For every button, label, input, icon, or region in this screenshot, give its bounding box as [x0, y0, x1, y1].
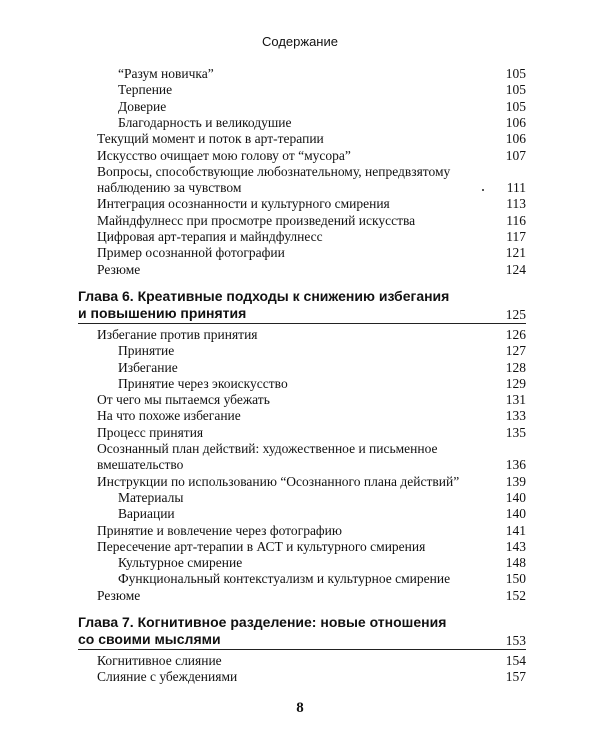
toc-entry: Когнитивное слияние [97, 653, 222, 668]
toc-page-number: 106 [505, 114, 526, 130]
toc-page-number: 128 [505, 359, 526, 375]
toc-entry: Вопросы, способствующие любознательному, непредвзятому [97, 163, 451, 179]
toc-entry: Принятие и вовлечение через фотографию [97, 522, 342, 538]
toc-page-number: 136 [505, 457, 526, 473]
toc-entry: Резюме [97, 261, 141, 277]
toc-entry: Избегание [118, 359, 178, 375]
toc-page-number: 139 [505, 473, 526, 489]
toc-page-number: 107 [505, 147, 526, 163]
toc-page-number: 140 [505, 506, 526, 522]
toc-page-number: 157 [505, 669, 526, 685]
toc-page-number: 117 [506, 229, 526, 244]
toc-page-number: 141 [505, 522, 526, 538]
toc-entry: Майндфулнесс при просмотре произведений искусства [97, 212, 416, 228]
toc-page-number: 113 [506, 196, 526, 212]
toc-page-number: 148 [505, 555, 526, 571]
toc-entry: Терпение [118, 82, 173, 98]
toc-page-number: 105 [505, 66, 526, 81]
chapter-page-number: 153 [505, 633, 526, 648]
toc-page-number: 152 [505, 587, 526, 603]
toc-page-number: 105 [505, 98, 526, 114]
toc-entry: Вариации [118, 506, 175, 522]
toc-page-number: 150 [505, 571, 526, 587]
chapter-page-number: 125 [505, 306, 526, 322]
toc-entry: Инструкции по использованию “Осознанного плана действий” [97, 473, 460, 489]
toc-page-number: 106 [505, 131, 526, 147]
chapter-title: Глава 7. Когнитивное разделение: новые отношения [78, 614, 447, 630]
toc-entry: От чего мы пытаемся убежать [97, 392, 270, 408]
toc-page-number: 124 [505, 261, 526, 277]
print-speck [482, 189, 484, 191]
toc-page-number: 127 [505, 343, 526, 359]
toc-page-number: 131 [505, 392, 526, 408]
toc-entry: Материалы [118, 489, 184, 505]
toc-entry: Слияние с убеждениями [97, 669, 238, 685]
toc-page-number: 105 [505, 82, 526, 98]
toc-entry: На что похоже избегание [97, 408, 241, 424]
toc-page-number: 143 [505, 538, 526, 554]
toc-entry: наблюдению за чувством [97, 180, 242, 196]
toc-entry: Пересечение арт-терапии в АСТ и культурного смирения [97, 538, 426, 554]
toc-entry: Пример осознанной фотографии [97, 245, 285, 261]
toc-entry: Благодарность и великодушие [118, 114, 292, 130]
toc-entry: Осознанный план действий: художественное и письменное [97, 441, 438, 456]
running-header: Содержание [262, 34, 338, 49]
toc-page-number: 135 [505, 424, 526, 440]
toc-entry: Искусство очищает мою голову от “мусора” [97, 147, 351, 163]
toc-entry: Интеграция осознанности и культурного смирения [97, 196, 390, 212]
page-number: 8 [296, 700, 304, 716]
toc-entry: вмешательство [97, 457, 184, 473]
chapter-title-continued: и повышению принятия [78, 304, 247, 321]
toc-entry: Доверие [118, 98, 167, 114]
chapter-title-continued: со своими мыслями [78, 631, 221, 647]
toc-page-number: 154 [505, 653, 526, 668]
toc-entry: Цифровая арт-терапия и майндфулнесс [97, 229, 323, 244]
toc-entry: Резюме [97, 587, 141, 603]
chapter-rule [78, 649, 526, 650]
toc-entry: Принятие [118, 343, 175, 359]
chapter-rule [78, 323, 526, 324]
toc-page-number: 121 [505, 245, 526, 261]
toc-entry: “Разум новичка” [118, 66, 214, 81]
toc-entry: Культурное смирение [118, 555, 243, 571]
toc-page-number: 140 [505, 489, 526, 505]
chapter-title: Глава 6. Креативные подходы к снижению избегания [78, 287, 450, 304]
toc-entry: Текущий момент и поток в арт-терапии [97, 131, 324, 147]
toc-entry: Принятие через экоискусство [118, 375, 288, 391]
toc-entry: Избегание против принятия [97, 326, 258, 342]
toc-page-number: 111 [506, 180, 526, 196]
toc-page-number: 126 [505, 326, 526, 342]
toc-page-number: 129 [505, 375, 526, 391]
toc-page-number: 133 [505, 408, 526, 424]
toc-page-number: 116 [506, 212, 526, 228]
toc-entry: Процесс принятия [97, 424, 204, 440]
toc-entry: Функциональный контекстуализм и культурное смирение [118, 571, 451, 587]
